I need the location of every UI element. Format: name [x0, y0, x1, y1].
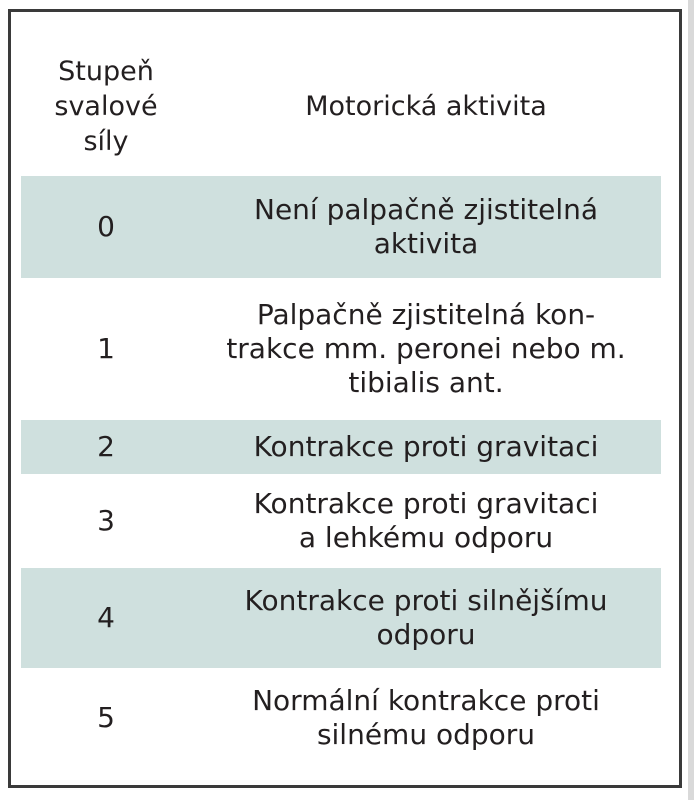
activity-line: a lehkému odporu [298, 521, 554, 554]
grade-cell: 2 [21, 420, 191, 474]
activity-line: Kontrakce proti gravitaci [253, 487, 599, 520]
activity-cell [191, 278, 661, 420]
table-row [21, 278, 661, 420]
activity-line: trakce mm. peronei nebo m. [226, 332, 626, 365]
grade-cell: 3 [97, 504, 115, 537]
grade-cell: 1 [97, 332, 115, 365]
header-activity: Motorická aktivita [305, 90, 547, 122]
activity-cell [191, 474, 661, 568]
table-row [21, 568, 661, 668]
table-row [21, 420, 661, 474]
table-row [21, 176, 661, 278]
header-grade [21, 36, 191, 176]
activity-line: Kontrakce proti gravitaci [253, 430, 599, 463]
activity-line: silnému odporu [316, 718, 536, 751]
grade-cell: 4 [21, 568, 191, 668]
page-edge [688, 0, 694, 800]
activity-line: Normální kontrakce proti [252, 684, 600, 717]
activity-cell [191, 176, 661, 278]
activity-line: odporu [376, 618, 476, 651]
grade-cell: 0 [21, 176, 191, 278]
header-row [21, 36, 661, 176]
header-grade-line: Stupeň [58, 55, 154, 87]
activity-line: Není palpačně zjistitelná [254, 193, 598, 226]
header-grade-line: síly [83, 125, 129, 157]
table-row [21, 668, 661, 768]
activity-line: Kontrakce proti silnějšímu [244, 584, 608, 617]
activity-line: Palpačně zjistitelná kon- [256, 298, 596, 331]
header-grade-line: svalové [54, 90, 158, 122]
grade-cell: 5 [97, 701, 115, 734]
activity-cell [191, 568, 661, 668]
table-row [21, 474, 661, 568]
activity-cell [191, 668, 661, 768]
activity-line: tibialis ant. [348, 366, 504, 399]
muscle-strength-table [21, 36, 661, 768]
activity-cell [191, 420, 661, 474]
activity-line: aktivita [373, 227, 479, 260]
